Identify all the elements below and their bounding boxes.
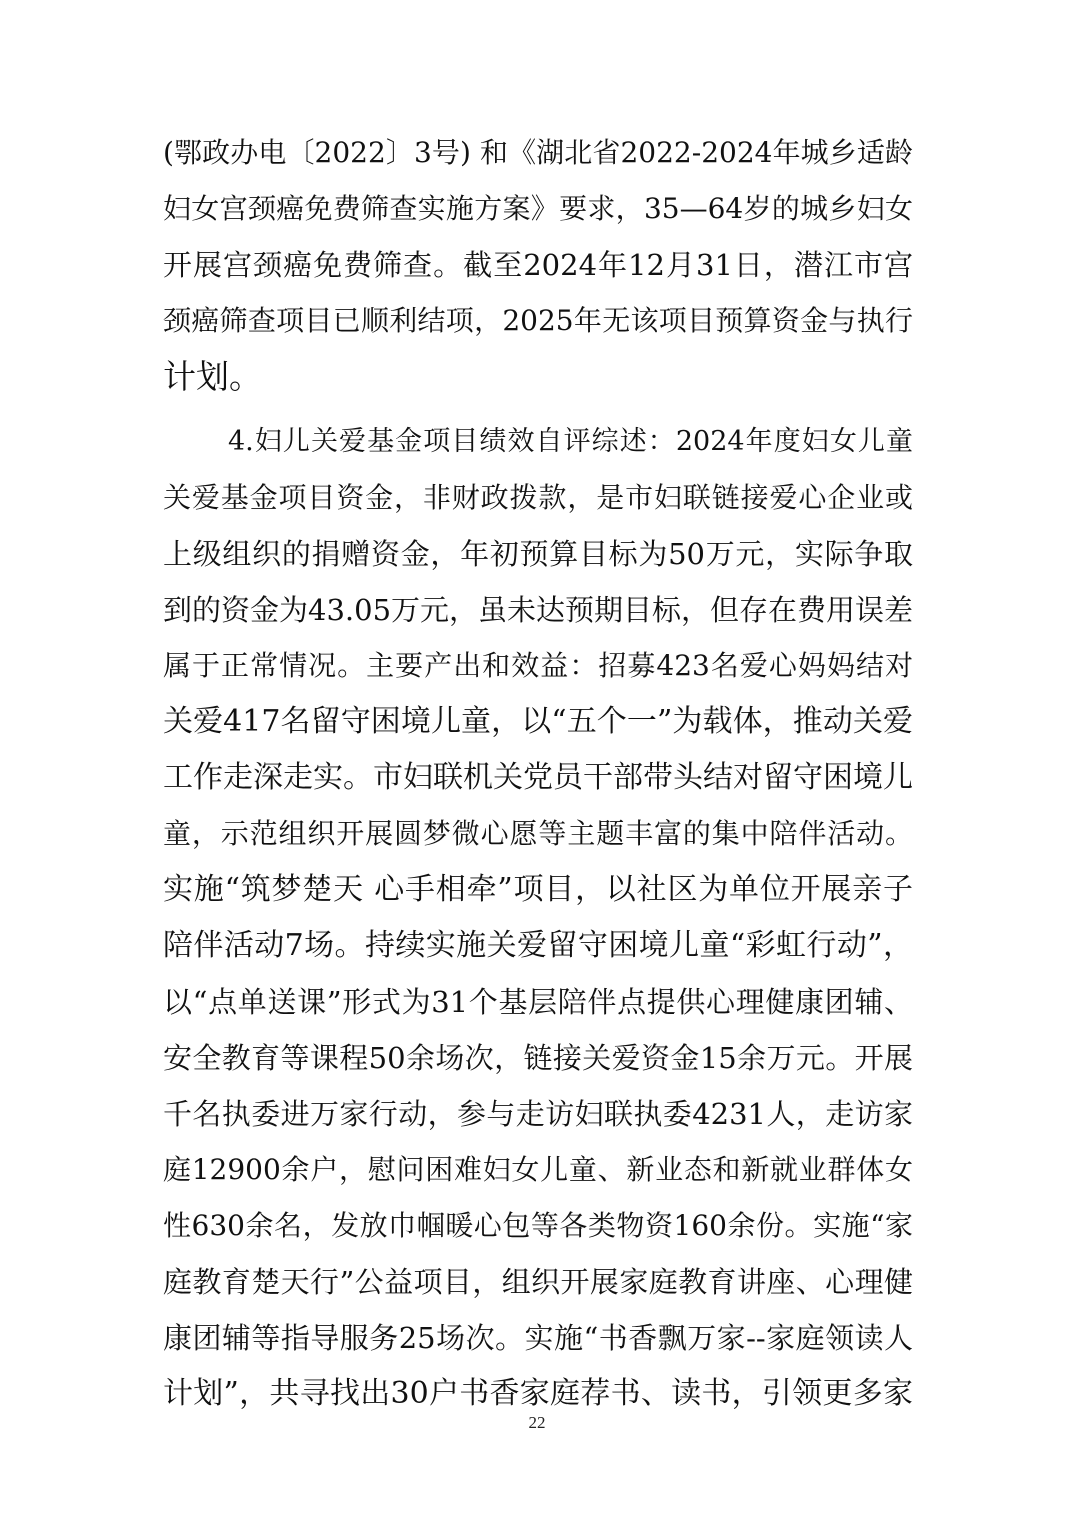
text-line-11: 关爱417名留守困境儿童，以“五个一”为载体，推动关爱: [163, 704, 913, 739]
text-line-14: 实施“筑梦楚天 心手相牵”项目，以社区为单位开展亲子: [163, 872, 913, 907]
text-line-15: 陪伴活动7场。持续实施关爱留守困境儿童“彩虹行动”，: [163, 928, 913, 963]
page-number: 22: [528, 1413, 546, 1432]
text-line-17: 安全教育等课程50余场次，链接关爱资金15余万元。开展: [163, 1041, 913, 1075]
text-line-1: (鄂政办电〔2022〕3号) 和《湖北省2022-2024年城乡适龄: [163, 136, 913, 169]
text-line-16: 以“点单送课”形式为31个基层陪伴点提供心理健康团辅、: [163, 985, 913, 1019]
text-line-20: 性630余名，发放巾帼暖心包等各类物资160余份。实施“家: [163, 1209, 913, 1242]
text-line-12: 工作走深走实。市妇联机关党员干部带头结对留守困境儿: [163, 760, 913, 795]
text-line-5: 计划。: [163, 357, 262, 396]
text-line-7: 关爱基金项目资金，非财政拨款，是市妇联链接爱心企业或: [163, 481, 913, 514]
text-line-8: 上级组织的捐赠资金，年初预算目标为50万元，实际争取: [163, 537, 913, 571]
text-line-10: 属于正常情况。主要产出和效益：招募423名爱心妈妈结对: [163, 649, 913, 682]
text-line-23: 计划”，共寻找出30户书香家庭荐书、读书，引领更多家: [163, 1376, 913, 1411]
text-line-19: 庭12900余户，慰问困难妇女儿童、新业态和新就业群体女: [163, 1153, 913, 1186]
text-line-13: 童，示范组织开展圆梦微心愿等主题丰富的集中陪伴活动。: [163, 817, 913, 850]
text-line-4: 颈癌筛查项目已顺利结项，2025年无该项目预算资金与执行: [163, 304, 913, 337]
text-line-22: 康团辅等指导服务25场次。实施“书香飘万家--家庭领读人: [163, 1321, 913, 1355]
text-line-21: 庭教育楚天行”公益项目，组织开展家庭教育讲座、心理健: [163, 1265, 913, 1299]
text-line-3: 开展宫颈癌免费筛查。截至2024年12月31日，潜江市宫: [163, 248, 913, 282]
text-line-6: 4.妇儿关爱基金项目绩效自评综述：2024年度妇女儿童: [228, 426, 913, 457]
text-line-18: 千名执委进万家行动，参与走访妇联执委4231人，走访家: [163, 1097, 913, 1131]
text-line-2: 妇女宫颈癌免费筛查实施方案》要求，35—64岁的城乡妇女: [163, 192, 913, 225]
text-line-9: 到的资金为43.05万元，虽未达预期目标，但存在费用误差: [163, 593, 913, 627]
